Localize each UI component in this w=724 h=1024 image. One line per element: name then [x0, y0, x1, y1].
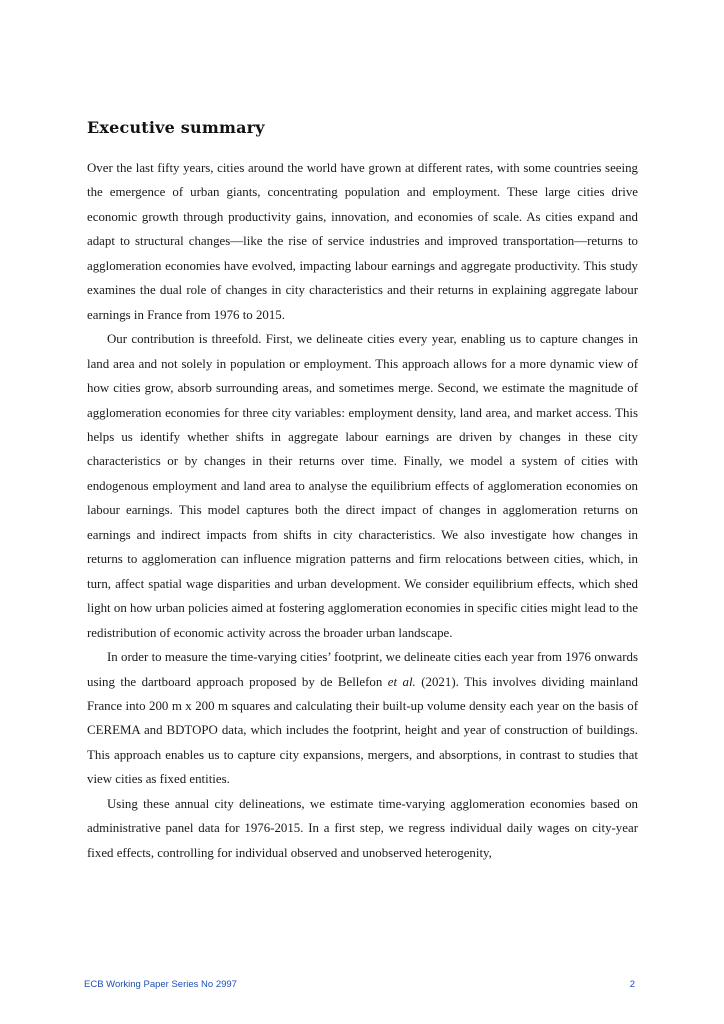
paragraph-3-text-start: In order to measure the time-varying cities’ footprint, we delineate cities each year from 1976 onwards using the dartboard approach proposed by de Bellefon [87, 650, 638, 689]
paragraph-3 [87, 645, 638, 792]
footer-page-number: 2 [629, 979, 635, 990]
paragraph-2: Our contribution is threefold. First, we delineate cities every year, enabling us to capture changes in land area and not solely in population or employment. This approach allows for a more dynamic view of how cities grow, absorb surrounding areas, and sometimes merge. Second, we estimate the magnitude of agglomeration economies for three city variables: employment density, land area, and market access. This helps us identify whether shifts in aggregate labour earnings are driven by changes in these city characteristics or by changes in their returns over time. Finally, we model a system of cities with endogenous employment and land area to analyse the equilibrium effects of agglomeration economies on labour earnings. This model captures both the direct impact of changes in agglomeration returns on earnings and indirect impacts from shifts in city characteristics. We also investigate how changes in returns to agglomeration can influence migration patterns and firm relocations between cities, which, in turn, affect spatial wage disparities and urban development. We consider equilibrium effects, which shed light on how urban policies aimed at fostering agglomeration economies in specific cities might lead to the redistribution of economic activity across the broader urban landscape. [87, 332, 638, 640]
section-title: Executive summary [87, 118, 265, 137]
paragraph-1: Over the last fifty years, cities around the world have grown at different rates, with some countries seeing the emergence of urban giants, concentrating population and employment. These large cities drive economic growth through productivity gains, innovation, and economies of scale. As cities expand and adapt to structural changes—like the rise of service industries and improved transportation—returns to agglomeration economies have evolved, impacting labour earnings and aggregate productivity. This study examines the dual role of changes in city characteristics and their returns in explaining aggregate labour earnings in France from 1976 to 2015. [87, 161, 638, 322]
body-text [87, 156, 638, 865]
paragraph-3-text-end: (2021). This involves dividing mainland France into 200 m x 200 m squares and calculating their built-up volume density each year on the basis of CEREMA and BDTOPO data, which includes the footprint, height and year of construction of buildings. This approach enables us to capture city expansions, mergers, and absorptions, in contrast to studies that view cities as fixed entities. [87, 674, 639, 787]
footer-series-link[interactable]: ECB Working Paper Series No 2997 [84, 979, 237, 990]
citation-et-al: et al. [387, 674, 416, 689]
paragraph-4: Using these annual city delineations, we estimate time-varying agglomeration economies based on administrative panel data for 1976-2015. In a first step, we regress individual daily wages on city-year fixed effects, controlling for individual observed and unobserved heterogenity, [87, 796, 638, 860]
